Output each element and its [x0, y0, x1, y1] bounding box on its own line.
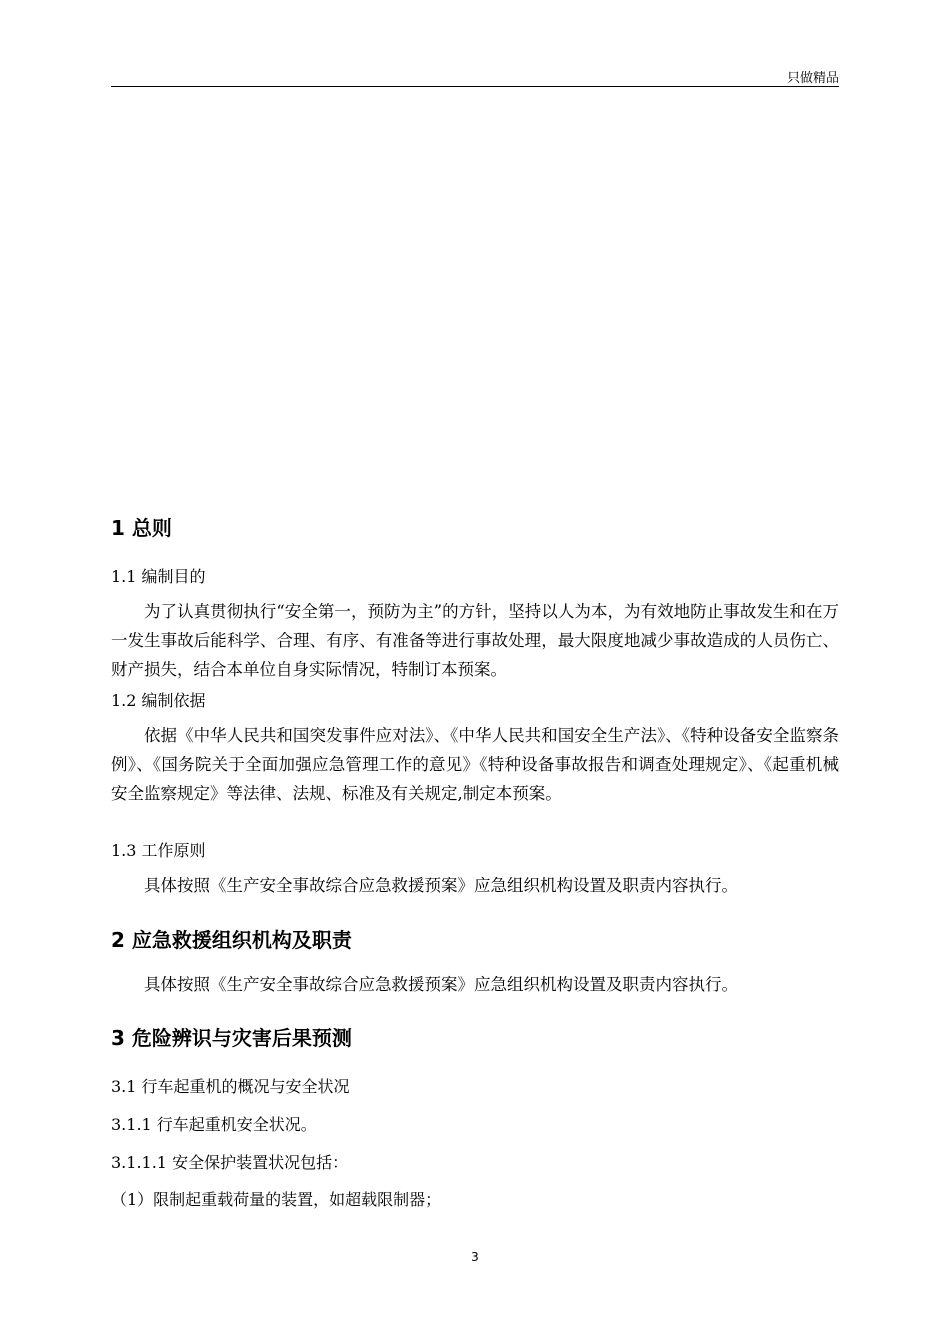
section-1-heading: 1 总则 [111, 516, 172, 540]
section-2-text: 具体按照《生产安全事故综合应急救援预案》应急组织机构设置及职责内容执行。 [144, 975, 738, 994]
section-3-heading: 3 危险辨识与灾害后果预测 [111, 1026, 352, 1050]
list-item: （1）限制起重载荷量的装置，如超载限制器； [111, 1190, 442, 1209]
section-1-2-heading: 1.2 编制依据 [111, 691, 206, 710]
page-number: 3 [471, 1250, 479, 1264]
section-3-1-1-heading: 3.1.1 行车起重机安全状况。 [111, 1115, 317, 1134]
section-1-3-heading: 1.3 工作原则 [111, 841, 206, 860]
section-2-heading: 2 应急救援组织机构及职责 [111, 928, 352, 952]
section-1-2-text: 依据《中华人民共和国突发事件应对法》、《中华人民共和国安全生产法》、《特种设备安全监察条例》、《国务院关于全面加强应急管理工作的意见》《特种设备事故报告和调查处理规定》、《起重机械安全监察规定》等法律、法规、标准及有关规定,制定本预案。 [111, 726, 839, 803]
section-3-1-heading: 3.1 行车起重机的概况与安全状况 [111, 1077, 350, 1096]
section-3-1-1-1-heading: 3.1.1.1 安全保护装置状况包括： [111, 1153, 349, 1172]
header-text: 只做精品 [786, 71, 839, 86]
section-1-3-text: 具体按照《生产安全事故综合应急救援预案》应急组织机构设置及职责内容执行。 [144, 876, 738, 895]
section-1-1-text: 为了认真贯彻执行“安全第一，预防为主”的方针，坚持以人为本，为有效地防止事故发生和在万一发生事故后能科学、合理、有序、有准备等进行事故处理，最大限度地减少事故造成的人员伤亡、财产损失，结合本单位自身实际情况，特制订本预案。 [111, 602, 839, 679]
section-1-1-heading: 1.1 编制目的 [111, 567, 206, 586]
header-divider [111, 86, 839, 87]
